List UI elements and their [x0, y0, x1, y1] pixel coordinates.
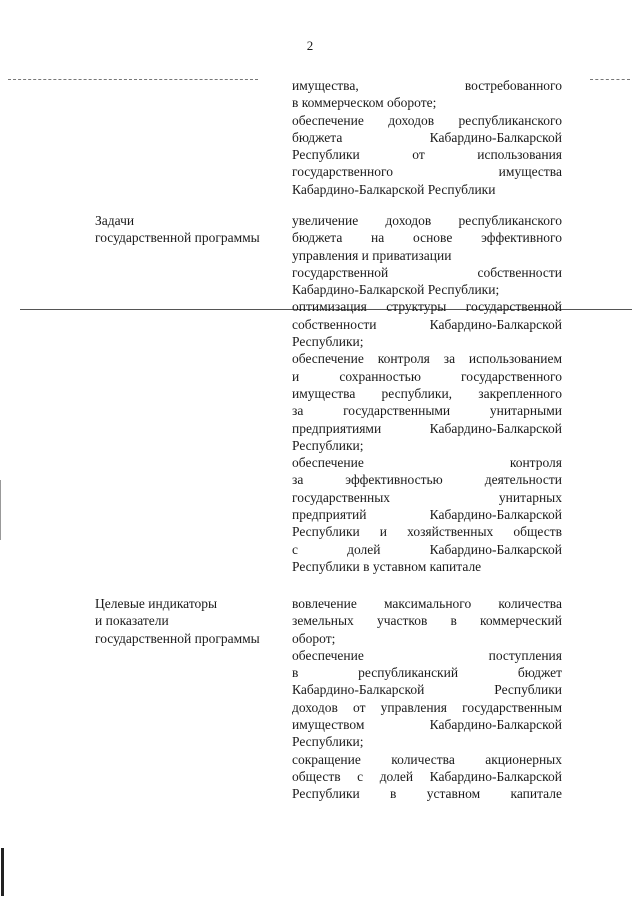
text-line: в республиканский бюджет	[292, 665, 562, 681]
text-line: Кабардино-Балкарской Республики	[292, 181, 496, 197]
text-line: обеспечение доходов республиканского	[292, 112, 562, 128]
text-line: имущества республики, закрепленного	[292, 385, 562, 401]
label-line: Целевые индикаторы	[95, 596, 218, 611]
text-line: сокращение количества акционерных	[292, 751, 562, 767]
text-line: Республики;	[292, 334, 364, 350]
text-line: за эффективностью деятельности	[292, 472, 562, 488]
text-line: Республики;	[292, 734, 364, 750]
text-line: Республики в уставном капитале	[292, 558, 482, 574]
text-line: государственной собственности	[292, 264, 562, 280]
text-line: Республики и хозяйственных обществ	[292, 524, 562, 540]
text-line: обществ с долей Кабардино-Балкарской	[292, 768, 562, 784]
text-line: с долей Кабардино-Балкарской	[292, 541, 562, 557]
text-line: оборот;	[292, 630, 336, 646]
label-line: и показатели	[95, 613, 169, 629]
tasks-text	[292, 212, 562, 575]
text-line: Республики в уставном капитале	[292, 786, 562, 802]
text-line: Республики;	[292, 437, 364, 453]
top-rule-right	[590, 79, 630, 80]
text-line: управления и приватизации	[292, 247, 452, 263]
continued-text	[292, 77, 562, 198]
label-line: Задачи	[95, 213, 135, 228]
text-line: Кабардино-Балкарской Республики;	[292, 282, 500, 298]
text-line: увеличение доходов республиканского	[292, 213, 562, 228]
text-line: за государственными унитарными	[292, 403, 562, 419]
text-line: обеспечение контроля за использованием	[292, 351, 562, 367]
text-line: и сохранностью государственного	[292, 368, 562, 384]
indicators-text	[292, 595, 562, 803]
text-line: доходов от управления государственным	[292, 699, 562, 715]
text-line: Кабардино-Балкарской Республики	[292, 682, 562, 698]
text-line: вовлечение максимального количества	[292, 596, 562, 611]
text-line: предприятий Кабардино-Балкарской	[292, 507, 562, 523]
label-line: государственной программы	[95, 230, 260, 246]
text-line: в коммерческом обороте;	[292, 95, 437, 111]
text-line: обеспечение поступления	[292, 647, 562, 663]
text-line: Республики от использования	[292, 147, 562, 163]
page-number: 2	[306, 38, 314, 53]
top-rule-left	[8, 79, 258, 80]
text-line: бюджета Кабардино-Балкарской	[292, 129, 562, 145]
text-line: земельных участков в коммерческий	[292, 613, 562, 629]
text-line: государственного имущества	[292, 164, 562, 180]
tasks-label	[95, 212, 285, 247]
text-line: бюджета на основе эффективного	[292, 230, 562, 246]
text-line: государственных унитарных	[292, 489, 562, 505]
margin-mark-lower	[1, 848, 4, 896]
indicators-label	[95, 595, 285, 647]
margin-mark-upper	[0, 480, 1, 540]
label-line: государственной программы	[95, 630, 260, 646]
text-line: собственности Кабардино-Балкарской	[292, 316, 562, 332]
text-line: имуществом Кабардино-Балкарской	[292, 717, 562, 733]
text-line: обеспечение контроля	[292, 455, 562, 471]
text-line: оптимизация структуры государственной	[292, 299, 562, 315]
text-line: предприятиями Кабардино-Балкарской	[292, 420, 562, 436]
text-line: имущества, востребованного	[292, 78, 562, 93]
